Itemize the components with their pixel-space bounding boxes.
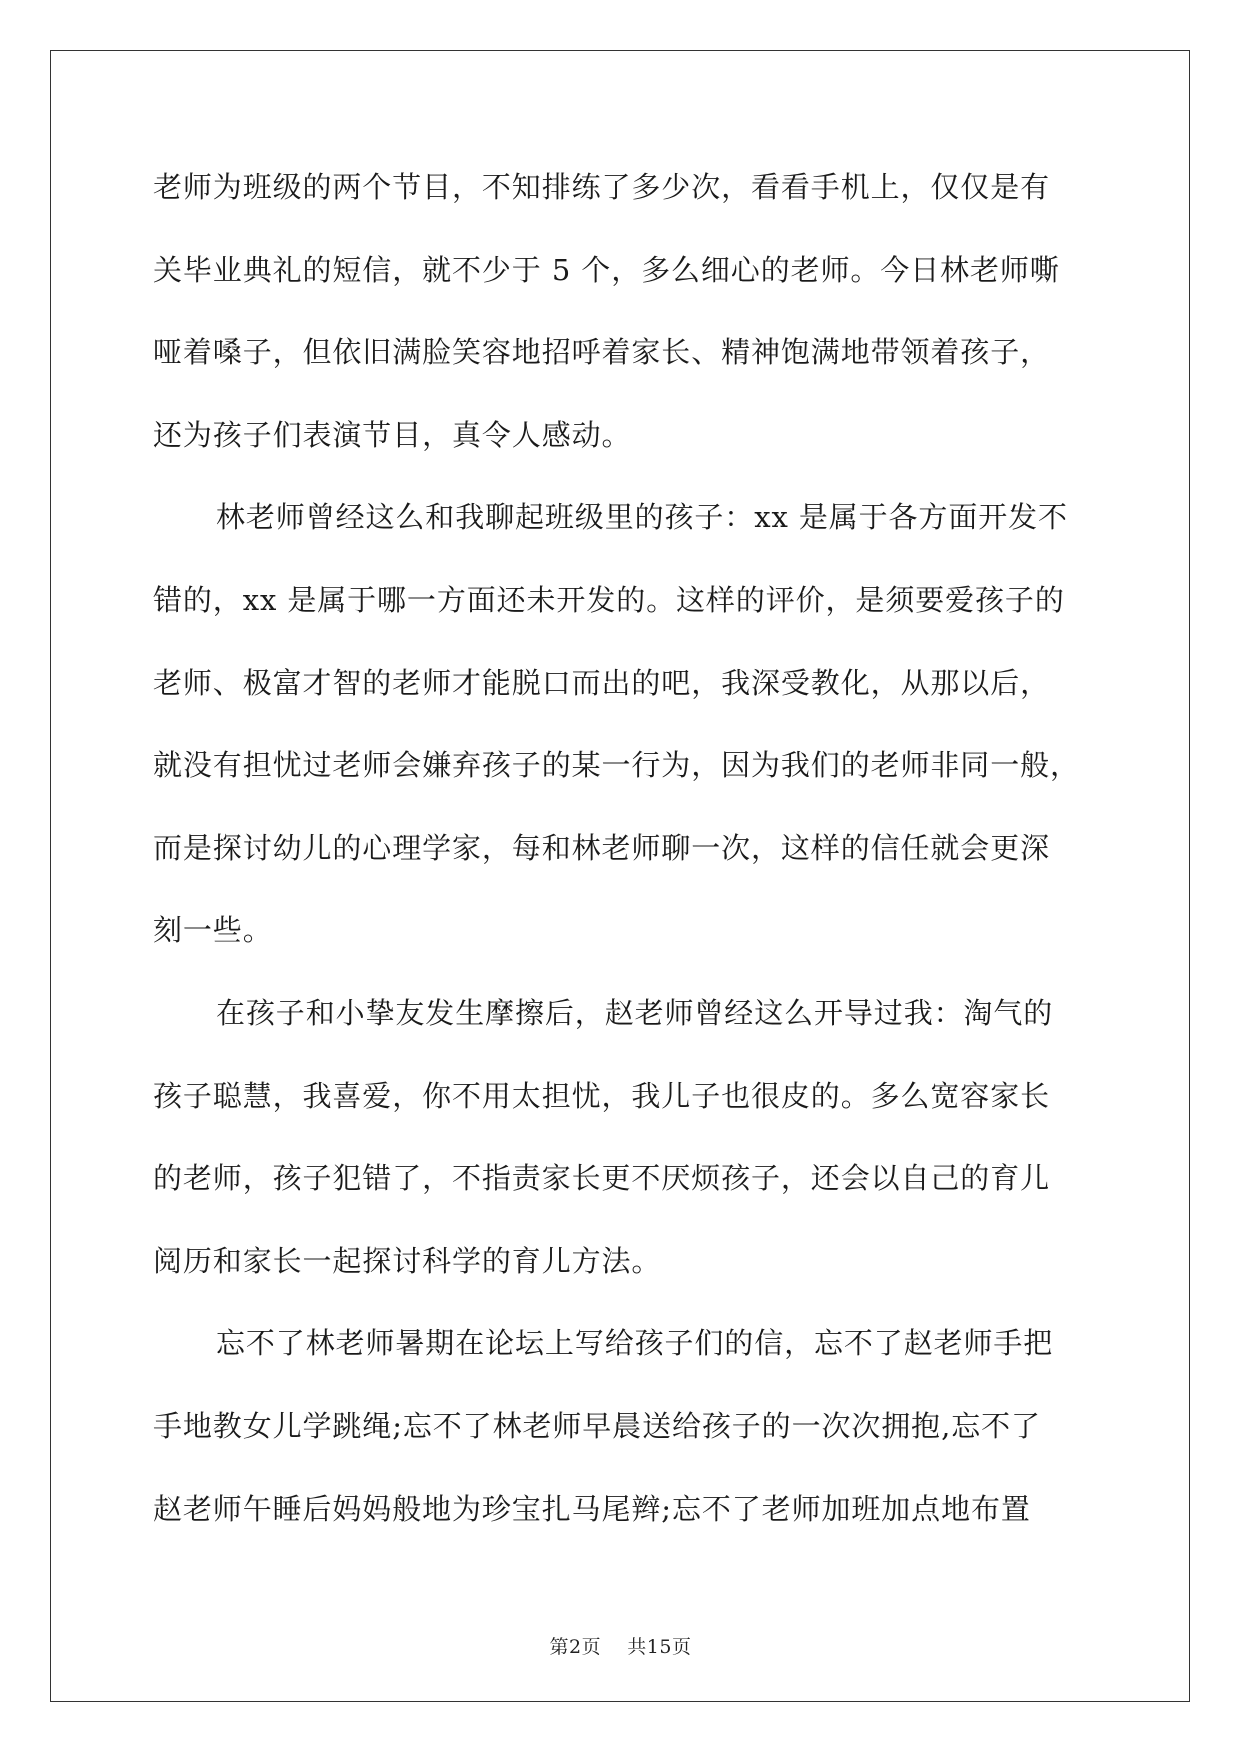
text-line: 刻一些。 [153,913,273,948]
text-line: 而是探讨幼儿的心理学家，每和林老师聊一次，这样的信任就会更深 [153,830,1051,865]
text-line: 在孩子和小挚友发生摩擦后，赵老师曾经这么开导过我：淘气的 [216,995,1054,1030]
total-label-prefix: 共 [627,1636,647,1658]
page-label-mid: 页 [581,1636,602,1658]
text-line: 错的，xx 是属于哪一方面还未开发的。这样的评价，是须要爱孩子的 [153,582,1065,617]
page-footer [0,1632,1241,1659]
text-line: 赵老师午睡后妈妈般地为珍宝扎马尾辫;忘不了老师加班加点地布置 [153,1491,1031,1526]
paragraph-3 [153,988,1093,1318]
paragraph-2 [153,492,1093,988]
text-line: 老师、极富才智的老师才能脱口而出的吧，我深受教化，从那以后， [153,665,1051,700]
text-line: 老师为班级的两个节目，不知排练了多少次，看看手机上，仅仅是有 [153,170,1051,204]
paragraph-1 [153,162,1093,492]
page-current: 2 [569,1636,582,1658]
text-line: 的老师，孩子犯错了，不指责家长更不厌烦孩子，还会以自己的育儿 [153,1161,1051,1196]
text-line: 忘不了林老师暑期在论坛上写给孩子们的信，忘不了赵老师手把 [216,1326,1054,1361]
text-line: 手地教女儿学跳绳;忘不了林老师早晨送给孩子的一次次拥抱,忘不了 [153,1408,1041,1443]
text-line: 哑着嗓子，但依旧满脸笑容地招呼着家长、精神饱满地带领着孩子， [153,335,1051,370]
text-line: 就没有担忧过老师会嫌弃孩子的某一行为，因为我们的老师非同一般， [153,748,1080,783]
paragraph-4 [153,1318,1093,1566]
text-line: 还为孩子们表演节目，真令人感动。 [153,417,632,452]
document-body [153,162,1093,1566]
page-total: 15 [646,1636,672,1658]
text-line: 阅历和家长一起探讨科学的育儿方法。 [153,1243,662,1278]
text-line: 林老师曾经这么和我聊起班级里的孩子：xx 是属于各方面开发不 [216,500,1068,535]
total-label-suffix: 页 [671,1636,692,1658]
text-line: 孩子聪慧，我喜爱，你不用太担忧，我儿子也很皮的。多么宽容家长 [153,1078,1051,1113]
page-label-prefix: 第 [549,1636,569,1658]
text-line: 关毕业典礼的短信，就不少于 5 个，多么细心的老师。今日林老师嘶 [153,252,1060,287]
footer-gap [601,1636,627,1658]
